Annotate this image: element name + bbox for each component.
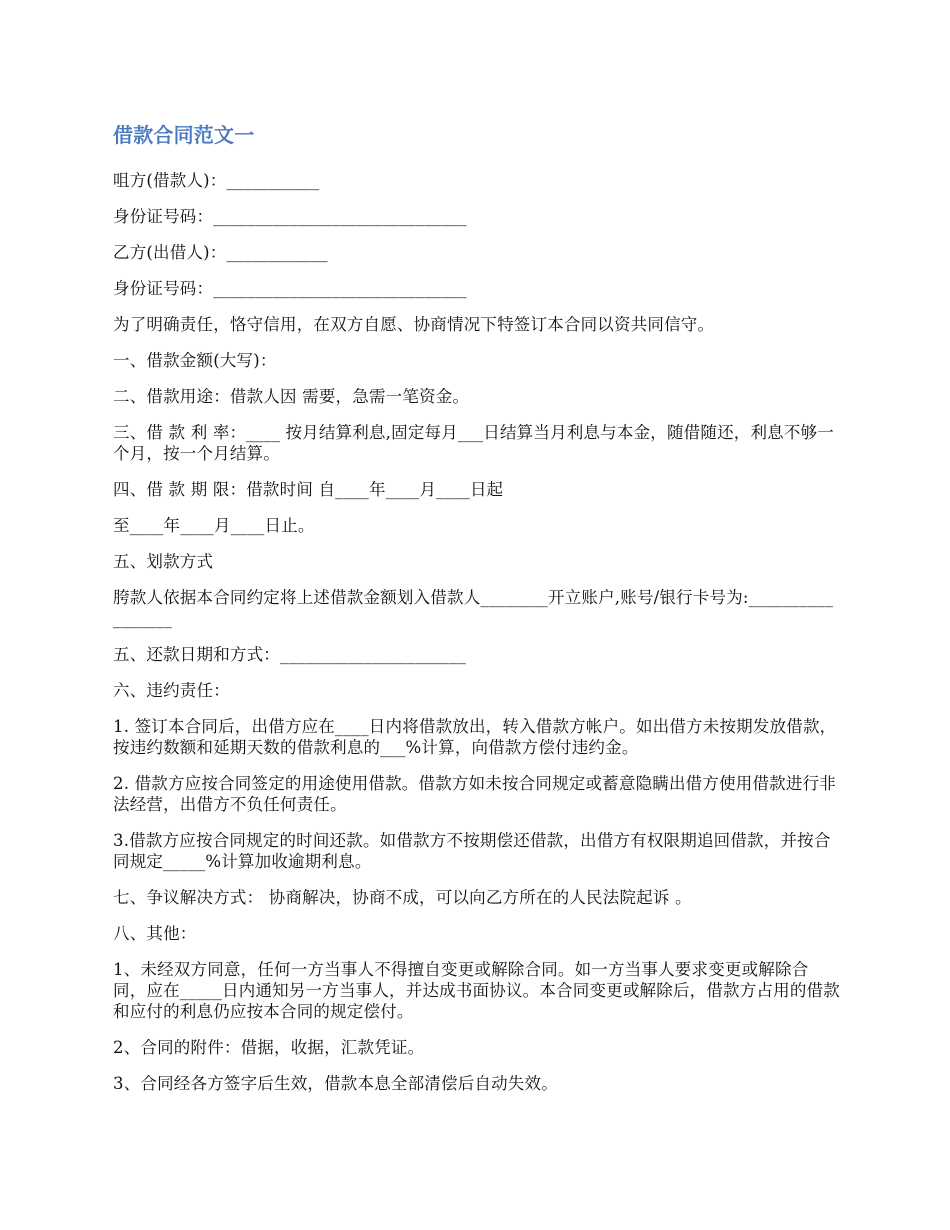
clause-amount: 一、借款金额(大写)：	[113, 351, 277, 370]
clause-interest: 三、借 款 利 率：____ 按月结算利息,固定每月___日结算当月利息与本金，随借随还，利息不够一个月，按一个月结算。	[113, 423, 834, 463]
party-a-line: 咀方(借款人)：___________	[113, 171, 320, 190]
preamble: 为了明确责任，恪守信用，在双方自愿、协商情况下特签订本合同以资共同信守。	[113, 315, 715, 334]
liability-item-2: 2. 借款方应按合同签定的用途使用借款。借款方如未按合同规定或蓄意隐瞒出借方使用借款进行非法经营，出借方不负任何责任。	[113, 774, 836, 814]
other-item-1: 1、未经双方同意，任何一方当事人不得擅自变更或解除合同。如一方当事人要求变更或解除合同，应在_____日内通知另一方当事人，并达成书面协议。本合同变更或解除后，借款方占用的借款和应付的利息仍应按本合同的规定偿付。	[113, 960, 840, 1021]
party-b-line: 乙方(出借人)：____________	[113, 243, 328, 262]
party-a-id-line: 身份证号码：______________________________	[113, 207, 467, 226]
clause-dispute: 七、争议解决方式： 协商解决，协商不成，可以向乙方所在的人民法院起诉 。	[113, 888, 692, 907]
clause-repayment: 五、还款日期和方式：______________________	[113, 645, 466, 664]
other-item-3: 3、合同经各方签字后生效，借款本息全部清偿后自动失效。	[113, 1074, 558, 1093]
clause-term-end: 至____年____月____日止。	[113, 516, 315, 535]
other-item-2: 2、合同的附件：借据，收据，汇款凭证。	[113, 1038, 425, 1057]
party-b-id-line: 身份证号码：______________________________	[113, 279, 467, 298]
clause-transfer-heading: 五、划款方式	[113, 552, 214, 571]
liability-item-3: 3.借款方应按合同规定的时间还款。如借款方不按期偿还借款，出借方有权限期追回借款，并按合同规定_____%计算加收逾期利息。	[113, 831, 831, 871]
liability-item-1: 1. 签订本合同后，出借方应在____日内将借款放出，转入借款方帐户。如出借方未按期发放借款，按违约数额和延期天数的借款利息的___%计算，向借款方偿付违约金。	[113, 717, 837, 757]
clause-purpose: 二、借款用途：借款人因 需要，急需一笔资金。	[113, 387, 470, 406]
clause-term-start: 四、借 款 期 限：借款时间 自____年____月____日起	[113, 480, 504, 499]
document-title: 借款合同范文一	[113, 123, 255, 147]
clause-transfer-text: 胯款人依据本合同约定将上述借款金额划入借款人________开立账户,账号/银行卡号为:_________________	[113, 588, 834, 628]
clause-other-heading: 八、其他：	[113, 924, 197, 943]
clause-liability-heading: 六、违约责任：	[113, 681, 230, 700]
document-body	[113, 122, 841, 1109]
